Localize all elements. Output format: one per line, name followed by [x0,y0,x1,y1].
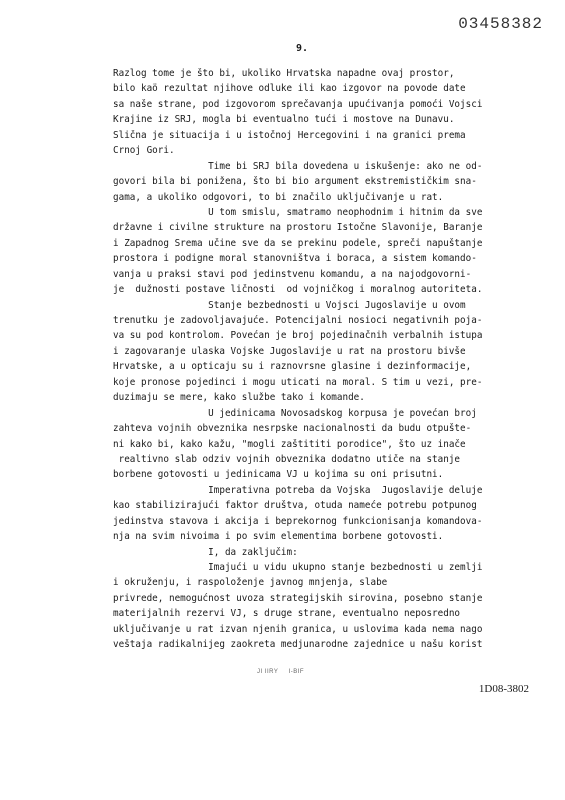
text-line: Imperativna potreba da Vojska Jugoslavije deluje [113,484,483,496]
text-line: Hrvatske, a u opticaju su i raznovrsne glasine i dezinformacije, [113,361,472,373]
document-number: 03458382 [458,15,543,33]
text-line: Slična je situacija i u istočnoj Hercegovini i na granici prema [113,129,466,141]
reference-code: 1D08-3802 [478,683,529,695]
text-line: duzimaju se mere, kako službe tako i komande. [113,392,365,404]
text-line: privrede, nemogućnost uvoza strategijskih sirovina, posebno stanje [113,592,483,604]
text-line: nja na svim nivoima i po svim elementima borbene gotovosti. [113,531,444,543]
text-line: Time bi SRJ bila dovedena u iskušenje: ako ne od- [113,160,483,172]
text-line: bilo kaö rezultat njihove odluke ili kao izgovor na povode date [113,83,466,95]
text-line: materijalnih rezervi VJ, s druge strane, eventualno neposredno [113,608,461,620]
text-line: U jedinicama Novosadskog korpusa je povećan broj [113,407,477,419]
page-number: 9. [296,43,309,54]
archive-stamp [257,669,312,675]
text-line: gama, a ukoliko odgovori, to bi značilo uključivanje u rat. [113,191,444,203]
text-line: državne i civilne strukture na prostoru Istočne Slavonije, Baranje [113,222,483,234]
text-line: i Zapadnog Srema učine sve da se prekinu podele, spreči napuštanje [113,237,483,249]
stamp-text: JI IIRY [257,669,279,675]
text-line: U tom smislu, smatramo neophodnim i hitnim da sve [113,206,483,218]
text-line: jedinstva stavova i akcija i beprekornog funkcionisanja komandova- [113,515,483,527]
text-line: Imajući u vidu ukupno stanje bezbednosti u zemlji [113,562,483,573]
text-line: I, da zaključim: [113,546,298,558]
text-line: va su pod kontrolom. Povećan je broj pojedinačnih verbalnih istupa [113,330,483,342]
body-text [113,66,533,653]
text-line: Crnoj Gori. [113,145,175,157]
text-line: je dužnosti postave ličnosti od vojničkog i moralnog autoriteta. [113,284,483,296]
text-line: sa naše strane, pod izgovorom sprečavanja upućivanja pomoći Vojsci [113,98,483,110]
text-line: Razlog tome je što bi, ukoliko Hrvatska napadne ovaj prostor, [113,68,455,79]
text-line: i zagovaranje ulaska Vojske Jugoslavije u rat na prostoru bivše [113,345,466,357]
text-line: i okruženju, i raspoloženje javnog mnjenja, slabe [113,577,388,589]
text-line: govori bila bi ponižena, što bi bio argument ekstremističkim sna- [113,176,477,188]
text-line: prostora i podigne moral stanovništva i boraca, a sistem komando- [113,253,477,265]
text-line: borbene gotovosti u jedinicama VJ u kojima su oni prisutni. [113,469,444,481]
text-line: Krajine iz SRJ, mogla bi eventualno tući i mostove na Dunavu. [113,114,455,126]
text-line: zahteva vojnih obveznika nesrpske nacionalnosti da budu otpušte- [113,423,472,435]
text-line: koje pronose pojedinci i mogu uticati na moral. S tim u vezi, pre- [113,376,483,388]
text-line: veštaja radikalnijeg zaokreta medjunarodne zajednice u našu korist [113,639,483,651]
text-line: ni kako bi, kako kažu, "mogli zaštititi porodice", što uz inače [113,438,466,450]
stamp-text: I-BIF [288,669,305,675]
text-line: realtivno slab odziv vojnih obveznika dodatno utiče na stanje [113,453,461,465]
text-line: vanja u praksi stavi pod jedinstvenu komandu, a na najodgovorni- [113,268,472,280]
text-line: Stanje bezbednosti u Vojsci Jugoslavije u ovom [113,299,466,311]
text-line: uključivanje u rat izvan njenih granica, u uslovima kada nema nago [113,623,483,635]
text-line: kao stabilizirajući faktor društva, otuda nameće potrebu potpunog [113,500,477,512]
text-line: trenutku je zadovoljavajuće. Potencijalni nosioci negativnih poja- [113,315,483,326]
